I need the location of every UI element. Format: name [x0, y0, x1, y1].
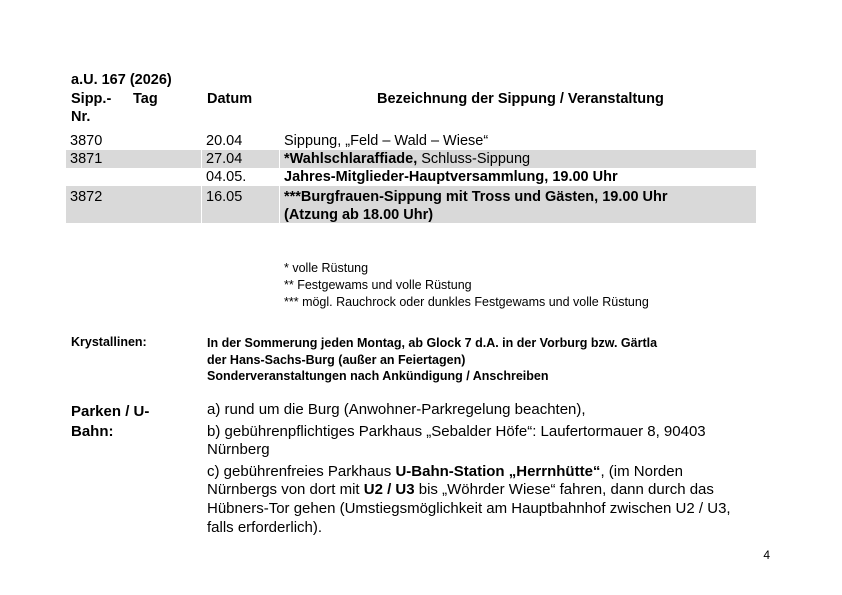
page-number: 4 — [763, 548, 770, 562]
row-datum: 27.04 — [206, 151, 243, 167]
parken-option-c — [207, 463, 755, 537]
row-bezeichnung-line2: (Atzung ab 18.00 Uhr) — [284, 207, 434, 223]
legend-note: * volle Rüstung — [284, 261, 369, 275]
table-row — [66, 150, 756, 168]
parken-option-b: b) gebührenpflichtiges Parkhaus „Sebalder Höfe“: Laufertormauer 8, 90403 Nürnberg — [207, 422, 706, 459]
parken-label: Parken / U-Bahn: — [71, 403, 150, 440]
row-bezeichnung — [284, 150, 530, 168]
col-header-tag: Tag — [133, 91, 158, 107]
col-header-nr: Nr. — [71, 109, 91, 125]
parken-c-station: U-Bahn-Station „Herrnhütte“ — [395, 462, 601, 480]
row-nr: 3871 — [70, 151, 103, 167]
row-bezeichnung: Jahres-Mitglieder-Hauptversammlung, 19.00 Uhr — [284, 169, 618, 185]
krystallinen-label: Krystallinen: — [71, 335, 147, 349]
parken-option-a: a) rund um die Burg (Anwohner-Parkregelung beachten), — [207, 401, 586, 418]
parken-text — [207, 401, 755, 540]
table-row — [66, 132, 756, 150]
col-header-bezeichnung: Bezeichnung der Sippung / Veranstaltung — [377, 91, 664, 107]
row-bezeichnung: Sippung, „Feld – Wald – Wiese“ — [284, 133, 489, 149]
parken-c-text: c) gebührenfreies Parkhaus — [207, 462, 396, 480]
krystallinen-line: der Hans-Sachs-Burg (außer an Feiertagen) — [207, 352, 466, 367]
col-header-sipp: Sipp.- — [71, 91, 112, 107]
row-nr: 3872 — [70, 189, 103, 205]
table-row — [66, 186, 756, 223]
parken-c-text: bis „Wöhrder Wiese“ fahren, dann durch das Hübners-Tor gehen (Umstiegsmöglichkeit am Hauptbahnhof zwischen U2 / U3, falls erforderlich). — [207, 481, 731, 536]
parken-c-text: , (im Norden Nürnbergs von dort mit — [207, 462, 683, 499]
row-datum: 20.04 — [206, 133, 243, 149]
row-bezeichnung: ***Burgfrauen-Sippung mit Tross und Gästen, 19.00 Uhr — [284, 189, 668, 205]
parken-c-lines: U2 / U3 — [363, 481, 415, 499]
krystallinen-line: Sonderveranstaltungen nach Ankündigung / Anschreiben — [207, 369, 549, 383]
row-nr: 3870 — [70, 133, 103, 149]
col-header-datum: Datum — [207, 91, 253, 107]
row-datum: 16.05 — [206, 189, 243, 205]
table-row — [66, 168, 756, 186]
row-bezeichnung-rest: Schluss-Sippung — [417, 151, 531, 167]
legend-note: *** mögl. Rauchrock oder dunkles Festgewams und volle Rüstung — [284, 295, 649, 309]
row-datum: 04.05. — [206, 169, 247, 185]
krystallinen-line: In der Sommerung jeden Montag, ab Glock 7 d.A. in der Vorburg bzw. Gärtla — [207, 336, 658, 350]
year-heading: a.U. 167 (2026) — [71, 72, 172, 88]
row-bezeichnung-bold: *Wahlschlaraffiade, — [284, 151, 418, 167]
krystallinen-text — [207, 335, 657, 385]
legend-note: ** Festgewams und volle Rüstung — [284, 278, 472, 292]
